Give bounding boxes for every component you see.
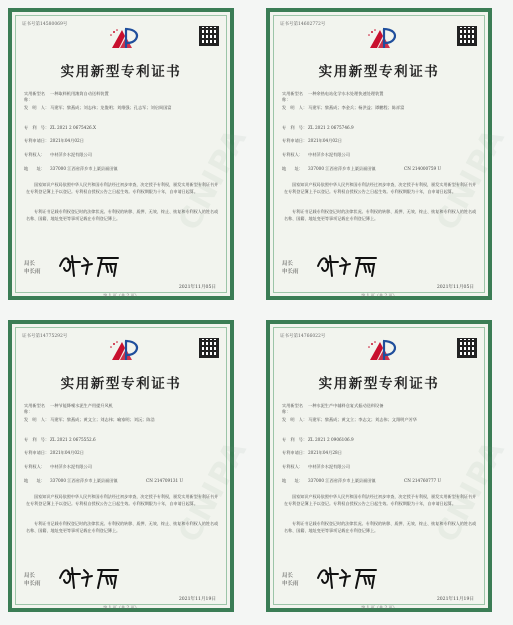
legal-status-paragraph: 专利证书记载专利权登记时的法律状况。专利权的转移、质押、无效、终止、恢复和专利权人的姓名或名称、国籍、地址变更等事项记载在专利登记簿上。 (26, 209, 219, 221)
field-name (24, 403, 224, 415)
label-inventor: 发 明 人： (24, 417, 50, 422)
patentee: 中材萍乡水泥有限公司 (308, 152, 350, 157)
watermark: CNIPA (430, 434, 513, 549)
grant-paragraph: 国家知识产权局依照中华人民共和国专利法经过初步审查，决定授予专利权，颁发实用新型专利证书并在专利登记簿上予以登记。专利权自授权公告之日起生效。专利权期限为十年，自申请日起算。 (284, 182, 477, 194)
certificate-title: 实用新型专利证书 (60, 376, 182, 392)
qr-code (199, 338, 219, 358)
label-patentee: 专利权人： (24, 464, 45, 469)
signer-name: 申长雨 (24, 581, 41, 587)
field-address (282, 478, 482, 484)
patentee: 中材萍乡水泥有限公司 (308, 464, 350, 469)
field-patentee (282, 464, 482, 470)
field-patent-no (24, 437, 224, 443)
address: 337000 江西省萍乡市上栗县福田镇 (50, 166, 118, 171)
label-patent-no: 专 利 号： (282, 125, 308, 130)
inventors: 马建军；黎燕成；黄文立；李志文；刘志伟；文翔明产芳华 (308, 417, 417, 422)
signer-title: 局长 (282, 261, 294, 267)
label-patentee: 专利权人： (24, 152, 45, 157)
certificate-number: 证书号第14580069号 (22, 22, 68, 27)
page-number: 第 1 页（共 2 页） (361, 605, 397, 610)
label-patent-no: 专 利 号： (282, 437, 308, 442)
legal-status-paragraph: 专利证书记载专利权登记时的法律状况。专利权的转移、质押、无效、终止、恢复和专利权人的姓名或名称、国籍、地址变更等事项记载在专利登记簿上。 (26, 521, 219, 533)
inventors: 马建军；黎燕成；黄文立；刘志伟；喻家明；刘沅；陈浩 (50, 417, 155, 422)
field-patent-no (24, 125, 224, 131)
label-name: 实用新型名称： (282, 91, 303, 102)
certificate-title: 实用新型专利证书 (318, 64, 440, 80)
page-number: 第 1 页（共 2 页） (103, 605, 139, 610)
address: 337000 江西省萍乡市上栗县福田镇 (50, 478, 118, 483)
field-address (24, 166, 224, 172)
issue-date: 2021年11月19日 (436, 597, 474, 602)
field-inventor (282, 417, 482, 423)
label-name: 实用新型名称： (24, 403, 45, 414)
grant-paragraph: 国家知识产权局依照中华人民共和国专利法经过初步审查，决定授予专利权，颁发实用新型专利证书并在专利登记簿上予以登记。专利权自授权公告之日起生效。专利权期限为十年，自申请日起算。 (26, 182, 219, 194)
legal-status-paragraph: 专利证书记载专利权登记时的法律状况。专利权的转移、质押、无效、终止、恢复和专利权人的姓名或名称、国籍、地址变更等事项记载在专利登记簿上。 (284, 521, 477, 533)
label-address: 地 址： (24, 478, 45, 483)
utility-model-name: 一种节能降噪水泥生产用提升风机 (50, 403, 113, 408)
signature-icon (316, 252, 378, 278)
field-inventor (24, 105, 224, 111)
field-patent-no (282, 437, 482, 443)
certificate-number: 证书号第14775292号 (22, 334, 68, 339)
field-filing-date (282, 450, 482, 456)
field-address (282, 166, 482, 172)
certificate-number: 证书号第14766022号 (280, 334, 326, 339)
publication-number: CN 214760777 U (404, 478, 442, 483)
utility-model-name: 一种水泥生产中辅料仓复式振动送料设备 (308, 403, 384, 408)
field-address (24, 478, 224, 484)
field-patentee (282, 152, 482, 158)
label-filing-date: 专利申请日： (24, 450, 50, 455)
field-name (282, 91, 482, 103)
patent-certificate-1 (8, 8, 255, 300)
signer-name: 申长雨 (282, 269, 299, 275)
signature-icon (316, 564, 378, 590)
signer-name: 申长雨 (24, 269, 41, 275)
utility-model-name: 一种余热电站化学水水处理快速处理装置 (308, 91, 384, 96)
signer-block (282, 572, 299, 588)
filing-date: 2021年04月02日 (50, 138, 84, 143)
utility-model-name: 一种取料机用滚筒自动送料装置 (50, 91, 109, 96)
filing-date: 2021年04月02日 (50, 450, 84, 455)
label-address: 地 址： (282, 166, 303, 171)
patent-number: ZL 2021 2 0906106.9 (308, 437, 354, 442)
label-filing-date: 专利申请日： (282, 138, 308, 143)
label-patentee: 专利权人： (282, 464, 303, 469)
signer-title: 局长 (24, 261, 36, 267)
filing-date: 2021年04月02日 (308, 138, 342, 143)
signer-block (24, 572, 41, 588)
certificate-title: 实用新型专利证书 (318, 376, 440, 392)
cnipa-logo-icon (108, 26, 142, 50)
issue-date: 2021年11月05日 (436, 285, 474, 290)
field-name (24, 91, 224, 103)
label-name: 实用新型名称： (24, 91, 45, 102)
field-inventor (282, 105, 482, 111)
label-name: 实用新型名称： (282, 403, 303, 414)
patent-certificate-4 (266, 320, 513, 612)
field-name (282, 403, 482, 415)
signature-icon (58, 252, 120, 278)
cnipa-logo-icon (366, 338, 400, 362)
patent-number: ZL 2021 2 0675426.X (50, 125, 96, 130)
address: 337000 江西省萍乡市上栗县福田镇 (308, 166, 376, 171)
cnipa-logo-icon (108, 338, 142, 362)
publication-number: CN 214000759 U (404, 166, 442, 171)
address: 337000 江西省萍乡市上栗县福田镇 (308, 478, 376, 483)
filing-date: 2021年04月28日 (308, 450, 342, 455)
field-filing-date (282, 138, 482, 144)
page-number: 第 1 页（共 2 页） (103, 293, 139, 298)
signer-title: 局长 (24, 573, 36, 579)
grant-paragraph: 国家知识产权局依照中华人民共和国专利法经过初步审查，决定授予专利权，颁发实用新型专利证书并在专利登记簿上予以登记。专利权自授权公告之日起生效。专利权期限为十年，自申请日起算。 (26, 494, 219, 506)
qr-code (457, 26, 477, 46)
signer-title: 局长 (282, 573, 294, 579)
signer-name: 申长雨 (282, 581, 299, 587)
watermark: CNIPA (172, 122, 255, 237)
label-patentee: 专利权人： (282, 152, 303, 157)
cnipa-logo-icon (366, 26, 400, 50)
patent-number: ZL 2021 2 0675552.6 (50, 437, 96, 442)
publication-number: CN 214709131 U (146, 478, 184, 483)
qr-code (199, 26, 219, 46)
field-patentee (24, 152, 224, 158)
field-inventor (24, 417, 224, 423)
label-address: 地 址： (282, 478, 303, 483)
label-filing-date: 专利申请日： (282, 450, 308, 455)
certificate-number: 证书号第14602772号 (280, 22, 326, 27)
field-filing-date (24, 450, 224, 456)
patent-number: ZL 2021 2 0675746.9 (308, 125, 354, 130)
patent-certificate-3 (8, 320, 255, 612)
label-patent-no: 专 利 号： (24, 437, 50, 442)
field-patent-no (282, 125, 482, 131)
patentee: 中材萍乡水泥有限公司 (50, 464, 92, 469)
label-inventor: 发 明 人： (24, 105, 50, 110)
grant-paragraph: 国家知识产权局依照中华人民共和国专利法经过初步审查，决定授予专利权，颁发实用新型专利证书并在专利登记簿上予以登记。专利权自授权公告之日起生效。专利权期限为十年，自申请日起算。 (284, 494, 477, 506)
inventors: 马建军；黎燕成；刘志伟；龙俊明；刘维强；孔志军；刘启周国富 (50, 105, 172, 110)
signature-icon (58, 564, 120, 590)
legal-status-paragraph: 专利证书记载专利权登记时的法律状况。专利权的转移、质押、无效、终止、恢复和专利权人的姓名或名称、国籍、地址变更等事项记载在专利登记簿上。 (284, 209, 477, 221)
field-patentee (24, 464, 224, 470)
qr-code (457, 338, 477, 358)
inventors: 马建军；黎燕成；李金兵；杨洪益；谭鹏程；陈祥富 (308, 105, 405, 110)
label-inventor: 发 明 人： (282, 105, 308, 110)
label-filing-date: 专利申请日： (24, 138, 50, 143)
field-filing-date (24, 138, 224, 144)
label-patent-no: 专 利 号： (24, 125, 50, 130)
page-number: 第 1 页（共 2 页） (361, 293, 397, 298)
issue-date: 2021年11月05日 (178, 285, 216, 290)
signer-block (24, 260, 41, 276)
certificate-title: 实用新型专利证书 (60, 64, 182, 80)
patentee: 中材萍乡水泥有限公司 (50, 152, 92, 157)
watermark: CNIPA (430, 122, 513, 237)
issue-date: 2021年11月19日 (178, 597, 216, 602)
signer-block (282, 260, 299, 276)
patent-certificate-2 (266, 8, 513, 300)
label-address: 地 址： (24, 166, 45, 171)
label-inventor: 发 明 人： (282, 417, 308, 422)
watermark: CNIPA (172, 434, 255, 549)
